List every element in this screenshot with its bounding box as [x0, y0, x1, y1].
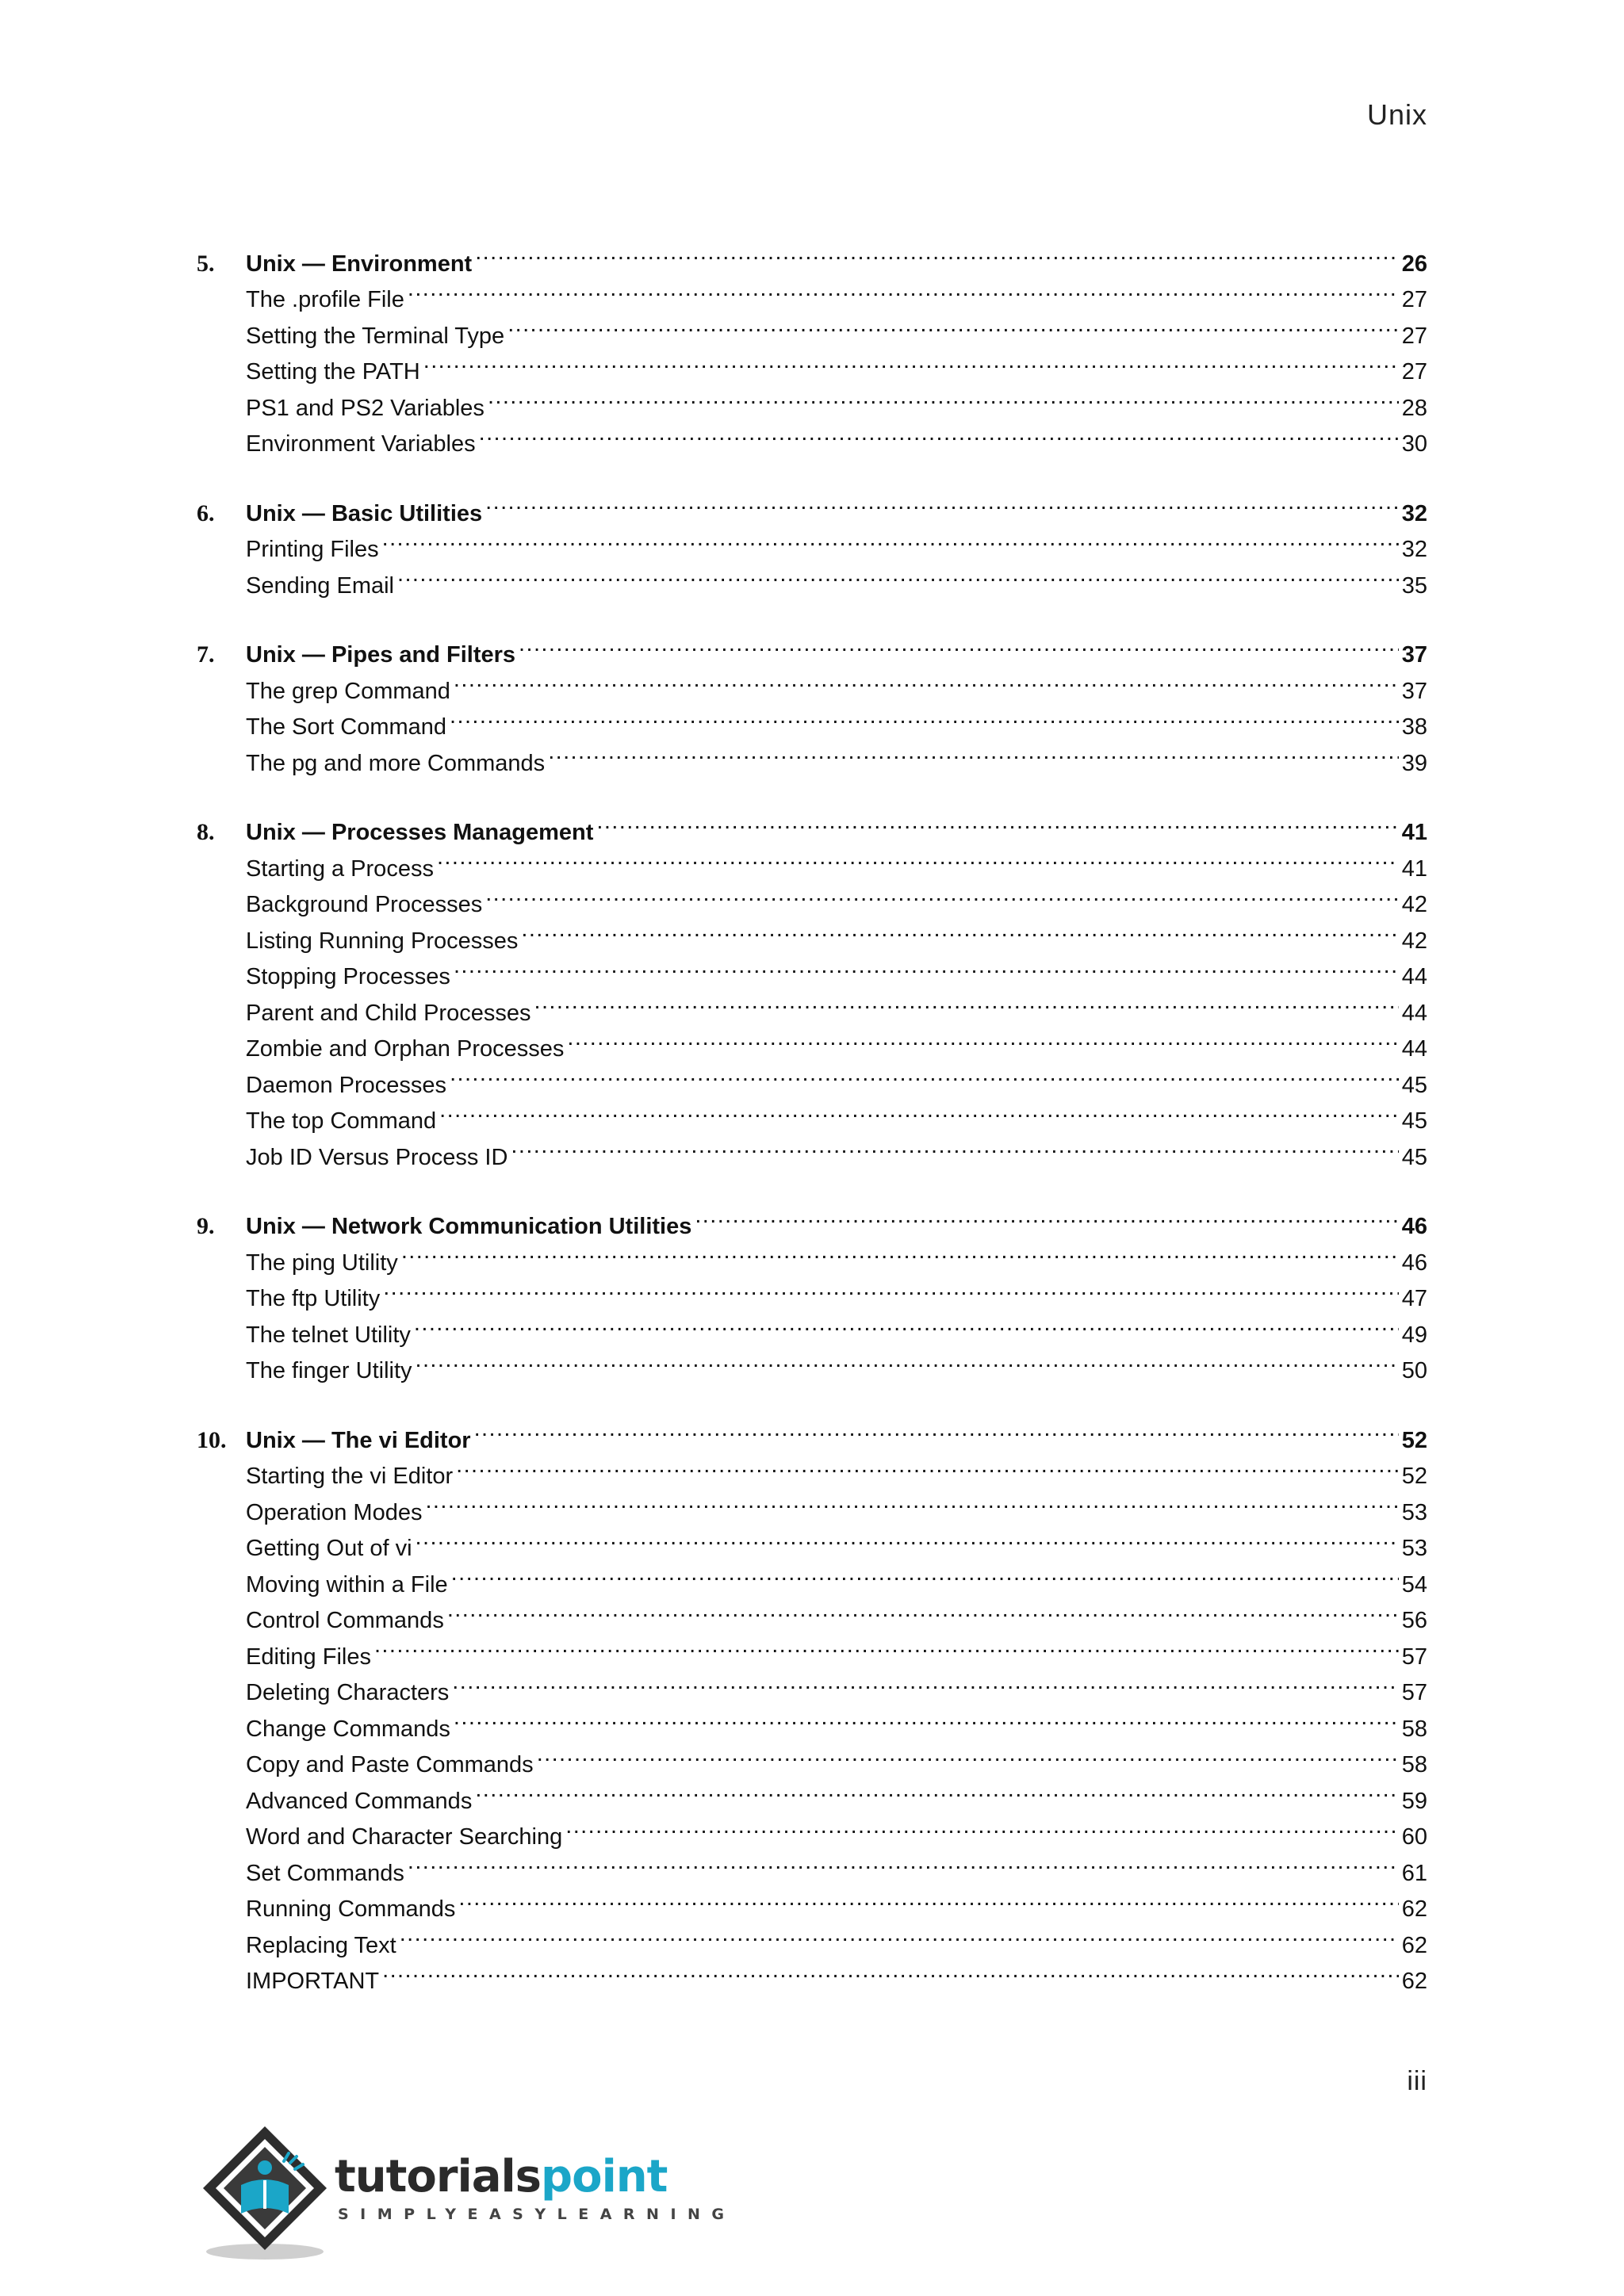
dot-leader — [454, 948, 1399, 985]
logo-wordmark-dark: tutorials — [335, 2151, 542, 2202]
section-page-number: 42 — [1401, 892, 1427, 917]
toc-chapter — [197, 235, 1427, 457]
section-title: Replacing Text — [246, 1932, 396, 1958]
section-title: The ftp Utility — [246, 1286, 381, 1311]
section-title: Daemon Processes — [246, 1072, 447, 1098]
section-page-number: 38 — [1401, 714, 1427, 740]
dot-leader — [485, 484, 1399, 521]
section-title: Editing Files — [246, 1644, 371, 1670]
toc-section-entry[interactable] — [197, 1628, 1427, 1670]
chapter-title: Unix — Pipes and Filters — [246, 642, 516, 668]
section-title: Running Commands — [246, 1896, 456, 1922]
toc-chapter-entry[interactable] — [197, 804, 1427, 845]
section-page-number: 46 — [1401, 1249, 1427, 1276]
dot-leader — [511, 1128, 1398, 1165]
section-title: Stopping Processes — [246, 964, 450, 989]
section-title: The .profile File — [246, 287, 404, 312]
section-title: The Sort Command — [246, 714, 447, 740]
section-title: Set Commands — [246, 1860, 404, 1886]
toc-chapter — [197, 1411, 1427, 1994]
dot-leader — [485, 876, 1399, 913]
dot-leader — [425, 1483, 1398, 1520]
section-page-number: 28 — [1401, 395, 1427, 421]
dot-leader — [565, 1808, 1399, 1845]
section-title: Setting the PATH — [246, 359, 420, 385]
dot-leader — [456, 1448, 1399, 1484]
section-page-number: 49 — [1401, 1322, 1427, 1348]
dot-leader — [397, 557, 1399, 593]
section-page-number: 56 — [1401, 1608, 1427, 1633]
section-page-number: 44 — [1401, 1036, 1427, 1062]
section-page-number: 32 — [1401, 537, 1427, 562]
section-title: Job ID Versus Process ID — [246, 1144, 508, 1170]
section-title: Environment Variables — [246, 431, 476, 457]
dot-leader — [452, 1664, 1398, 1701]
section-title: Operation Modes — [246, 1499, 423, 1525]
dot-leader — [451, 1556, 1399, 1592]
section-title: Word and Character Searching — [246, 1824, 563, 1850]
dot-leader — [408, 1844, 1399, 1881]
section-page-number: 58 — [1401, 1716, 1427, 1742]
section-page-number: 45 — [1401, 1072, 1427, 1098]
dot-leader — [454, 662, 1399, 698]
dot-leader — [521, 912, 1398, 948]
section-title: The ping Utility — [246, 1249, 398, 1276]
dot-leader — [695, 1198, 1398, 1234]
dot-leader — [488, 379, 1399, 415]
toc-section-entry[interactable] — [197, 1664, 1427, 1705]
section-title: Moving within a File — [246, 1571, 448, 1598]
section-page-number: 60 — [1401, 1824, 1427, 1850]
section-title: Starting a Process — [246, 855, 434, 882]
table-of-contents — [197, 235, 1427, 2022]
section-title: Deleting Characters — [246, 1680, 450, 1705]
dot-leader — [423, 343, 1399, 380]
section-page-number: 62 — [1401, 1932, 1427, 1958]
dot-leader — [475, 235, 1399, 271]
section-page-number: 53 — [1401, 1536, 1427, 1561]
section-title: IMPORTANT — [246, 1969, 380, 1994]
dot-leader — [383, 1270, 1399, 1307]
dot-leader — [416, 1342, 1399, 1379]
running-header: Unix — [1366, 98, 1427, 131]
section-page-number: 41 — [1401, 855, 1427, 882]
dot-leader — [479, 415, 1399, 452]
section-page-number: 58 — [1401, 1752, 1427, 1777]
section-page-number: 52 — [1401, 1464, 1427, 1489]
logo-wordmark — [335, 2153, 667, 2201]
dot-leader — [450, 698, 1399, 735]
tutorialspoint-logo-icon — [195, 2122, 335, 2261]
section-page-number: 45 — [1401, 1144, 1427, 1170]
section-title: The finger Utility — [246, 1358, 412, 1383]
chapter-number: 9. — [197, 1213, 215, 1239]
dot-leader — [534, 984, 1398, 1020]
chapter-title: Unix — Processes Management — [246, 820, 594, 845]
dot-leader — [454, 1700, 1399, 1736]
dot-leader — [508, 307, 1399, 343]
section-page-number: 59 — [1401, 1788, 1427, 1814]
section-title: Setting the Terminal Type — [246, 323, 505, 349]
dot-leader — [416, 1520, 1399, 1556]
toc-chapter-entry[interactable] — [197, 484, 1427, 526]
toc-section-entry[interactable] — [197, 521, 1427, 562]
toc-chapter — [197, 1198, 1427, 1383]
section-page-number: 27 — [1401, 323, 1427, 349]
dot-leader — [439, 1093, 1399, 1129]
toc-chapter-entry[interactable] — [197, 1411, 1427, 1453]
section-page-number: 44 — [1401, 964, 1427, 989]
dot-leader — [537, 1736, 1399, 1773]
section-page-number: 50 — [1401, 1358, 1427, 1383]
section-title: Printing Files — [246, 537, 379, 562]
toc-chapter-entry[interactable] — [197, 1198, 1427, 1239]
toc-chapter — [197, 626, 1427, 776]
section-page-number: 45 — [1401, 1108, 1427, 1134]
chapter-title: Unix — The vi Editor — [246, 1427, 471, 1453]
dot-leader — [400, 1916, 1399, 1953]
section-title: Parent and Child Processes — [246, 1000, 531, 1026]
toc-chapter — [197, 804, 1427, 1170]
dot-leader — [458, 1881, 1398, 1917]
section-page-number: 30 — [1401, 431, 1427, 457]
section-title: Starting the vi Editor — [246, 1464, 454, 1489]
tutorialspoint-logo — [195, 2122, 736, 2264]
toc-chapter-entry[interactable] — [197, 235, 1427, 277]
chapter-title: Unix — Network Communication Utilities — [246, 1214, 692, 1239]
dot-leader — [519, 626, 1399, 663]
section-page-number: 62 — [1401, 1896, 1427, 1922]
dot-leader — [475, 1772, 1398, 1808]
section-page-number: 27 — [1401, 359, 1427, 385]
section-page-number: 37 — [1401, 678, 1427, 704]
dot-leader — [414, 1306, 1399, 1342]
section-title: Getting Out of vi — [246, 1536, 412, 1561]
dot-leader — [374, 1628, 1399, 1664]
chapter-title: Unix — Environment — [246, 251, 473, 277]
chapter-number: 10. — [197, 1426, 227, 1453]
logo-wordmark-accent: point — [541, 2151, 668, 2202]
dot-leader — [596, 804, 1398, 840]
dot-leader — [382, 521, 1399, 557]
section-title: The pg and more Commands — [246, 750, 546, 776]
logo-tagline: SIMPLYEASYLEARNING — [338, 2206, 736, 2223]
section-page-number: 39 — [1401, 750, 1427, 776]
dot-leader — [382, 1953, 1399, 1989]
toc-chapter — [197, 484, 1427, 599]
section-title: Copy and Paste Commands — [246, 1752, 534, 1777]
chapter-page-number: 52 — [1401, 1427, 1427, 1453]
section-page-number: 27 — [1401, 287, 1427, 312]
section-page-number: 54 — [1401, 1571, 1427, 1598]
section-page-number: 35 — [1401, 572, 1427, 599]
dot-leader — [401, 1234, 1399, 1270]
section-title: The top Command — [246, 1108, 437, 1134]
chapter-number: 7. — [197, 641, 215, 668]
section-title: The telnet Utility — [246, 1322, 411, 1348]
section-page-number: 47 — [1401, 1286, 1427, 1311]
section-title: Listing Running Processes — [246, 928, 519, 954]
section-title: Change Commands — [246, 1716, 450, 1742]
section-title: Control Commands — [246, 1608, 444, 1633]
section-page-number: 57 — [1401, 1644, 1427, 1670]
dot-leader — [447, 1592, 1399, 1628]
section-title: Sending Email — [246, 572, 394, 599]
section-page-number: 44 — [1401, 1000, 1427, 1026]
section-title: Zombie and Orphan Processes — [246, 1036, 565, 1062]
dot-leader — [450, 1056, 1399, 1093]
section-page-number: 42 — [1401, 928, 1427, 954]
chapter-title: Unix — Basic Utilities — [246, 500, 483, 526]
chapter-number: 6. — [197, 499, 215, 526]
toc-chapter-entry[interactable] — [197, 626, 1427, 668]
section-title: PS1 and PS2 Variables — [246, 395, 485, 421]
chapter-page-number: 46 — [1401, 1214, 1427, 1239]
section-page-number: 57 — [1401, 1680, 1427, 1705]
dot-leader — [567, 1020, 1398, 1057]
section-title: The grep Command — [246, 678, 450, 704]
section-page-number: 61 — [1401, 1860, 1427, 1886]
section-title: Advanced Commands — [246, 1788, 473, 1814]
dot-leader — [437, 840, 1399, 876]
chapter-page-number: 37 — [1401, 642, 1427, 668]
section-page-number: 62 — [1401, 1969, 1427, 1994]
chapter-page-number: 32 — [1401, 500, 1427, 526]
dot-leader — [548, 734, 1399, 771]
dot-leader — [474, 1411, 1399, 1448]
dot-leader — [408, 271, 1399, 308]
chapter-number: 5. — [197, 250, 215, 277]
section-page-number: 53 — [1401, 1499, 1427, 1525]
chapter-page-number: 26 — [1401, 251, 1427, 277]
page-number: iii — [1407, 2066, 1427, 2096]
chapter-page-number: 41 — [1401, 820, 1427, 845]
section-title: Background Processes — [246, 892, 483, 917]
chapter-number: 8. — [197, 819, 215, 845]
